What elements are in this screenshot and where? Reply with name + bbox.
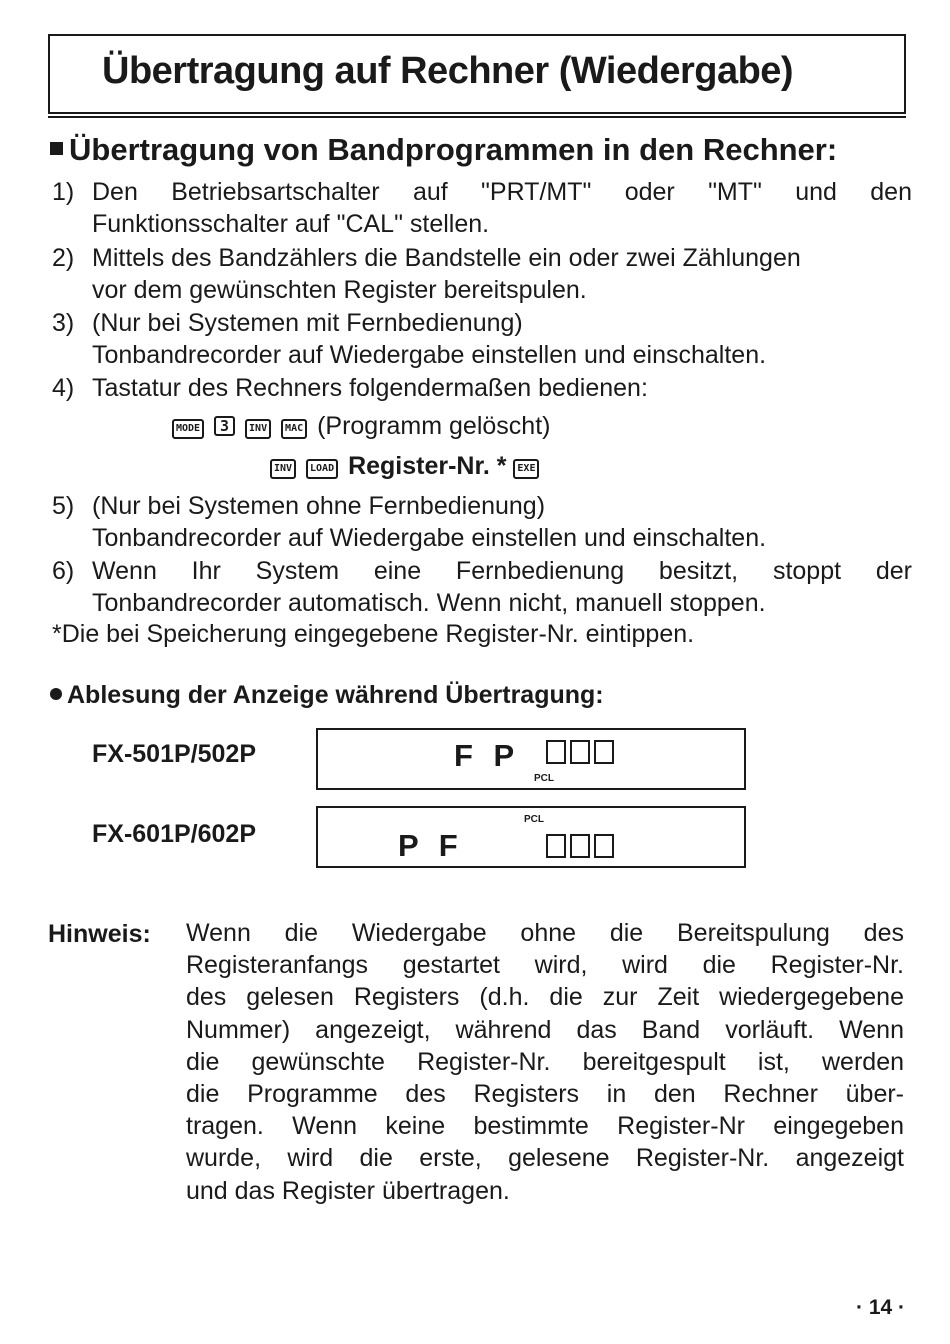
title-underline <box>48 116 906 118</box>
mac-key-icon: MAC <box>281 419 307 439</box>
mode-key-icon: MODE <box>172 419 204 439</box>
lcd-display-501 <box>316 728 746 790</box>
step-text: vor dem gewünschten Register bereitspulen. <box>92 276 587 304</box>
pcl-indicator: PCL <box>534 773 554 784</box>
square-bullet-icon <box>50 142 63 155</box>
section-heading: Übertragung von Bandprogrammen in den Rechner: <box>50 132 837 168</box>
key-sequence-clear <box>172 410 550 442</box>
lcd-digit-placeholders <box>546 834 614 858</box>
key-sequence-load <box>270 450 542 482</box>
step-3 <box>52 307 912 371</box>
note-line: Nummer) angezeigt, während das Band vorläuft. Wenn <box>186 1015 904 1044</box>
step-text: Tonbandrecorder auf Wiedergabe einstellen und einschalten. <box>92 341 767 369</box>
step-text: Mittels des Bandzählers die Bandstelle ein oder zwei Zählungen <box>92 244 801 272</box>
three-key-icon: 3 <box>214 416 235 436</box>
step-number: 5) <box>52 492 75 520</box>
step-number: 6) <box>52 557 75 585</box>
note-line: des gelesen Registers (d.h. die zur Zeit wiedergegebene <box>186 983 904 1012</box>
step-number: 1) <box>52 178 75 206</box>
note-label: Hinweis: <box>48 920 151 948</box>
pcl-indicator: PCL <box>524 814 544 825</box>
step-1 <box>52 176 912 240</box>
digit-box-icon <box>546 834 566 858</box>
exe-key-icon: EXE <box>513 459 539 479</box>
note-line: Wenn die Wiedergabe ohne die Bereitspulung des <box>186 919 904 947</box>
step-text: (Nur bei Systemen ohne Fernbedienung) <box>92 492 546 520</box>
digit-box-icon <box>570 834 590 858</box>
step-number: 3) <box>52 309 75 337</box>
footnote: *Die bei Speicherung eingegebene Register-Nr. eintippen. <box>52 620 695 648</box>
page-number: · 14 · <box>856 1296 906 1319</box>
step-6 <box>52 555 912 619</box>
step-text: Wenn Ihr System eine Fernbedienung besitzt, stoppt der <box>92 557 912 585</box>
model-label-501: FX-501P/502P <box>92 740 256 768</box>
inv-key-icon: INV <box>270 459 296 479</box>
step-number: 2) <box>52 244 75 272</box>
bullet-dot-icon <box>50 688 62 700</box>
digit-box-icon <box>594 740 614 764</box>
note-line: und das Register übertragen. <box>186 1176 510 1205</box>
note-line: Registeranfangs gestartet wird, wird die Register-Nr. <box>186 951 904 980</box>
step-text: (Nur bei Systemen mit Fernbedienung) <box>92 309 523 337</box>
step-2 <box>52 242 912 306</box>
note-line: tragen. Wenn keine bestimmte Register-Nr eingegeben <box>186 1112 904 1141</box>
step-number: 4) <box>52 374 75 402</box>
step-text: Tonbandrecorder automatisch. Wenn nicht, manuell stoppen. <box>92 589 766 617</box>
display-heading: Ablesung der Anzeige während Übertragung: <box>50 681 604 710</box>
step-text: Den Betriebsartschalter auf "PRT/MT" oder "MT" und den <box>92 178 912 206</box>
step-5 <box>52 490 912 554</box>
note-line: die Programme des Registers in den Rechner über- <box>186 1080 904 1109</box>
lcd-display-601 <box>316 806 746 868</box>
model-label-601: FX-601P/602P <box>92 820 256 848</box>
lcd-digit-placeholders <box>546 740 614 764</box>
note-body <box>186 917 904 1207</box>
note-line: wurde, wird die erste, gelesene Register-Nr. angezeigt <box>186 1144 904 1173</box>
digit-box-icon <box>594 834 614 858</box>
step-text: Tastatur des Rechners folgendermaßen bedienen: <box>92 374 648 402</box>
key-sequence-note: (Programm gelöscht) <box>317 412 551 440</box>
register-number-label: Register-Nr. * <box>348 452 507 480</box>
lcd-characters: P F <box>398 828 464 863</box>
step-4 <box>52 372 912 404</box>
title-box <box>48 34 906 114</box>
step-text: Tonbandrecorder auf Wiedergabe einstellen und einschalten. <box>92 524 767 552</box>
note-line: die gewünschte Register-Nr. bereitgespult ist, werden <box>186 1047 904 1076</box>
lcd-characters: F P <box>454 738 521 773</box>
digit-box-icon <box>570 740 590 764</box>
inv-key-icon: INV <box>245 419 271 439</box>
page-title: Übertragung auf Rechner (Wiedergabe) <box>102 50 794 92</box>
load-key-icon: LOAD <box>306 459 338 479</box>
digit-box-icon <box>546 740 566 764</box>
step-text: Funktionsschalter auf "CAL" stellen. <box>92 210 490 238</box>
